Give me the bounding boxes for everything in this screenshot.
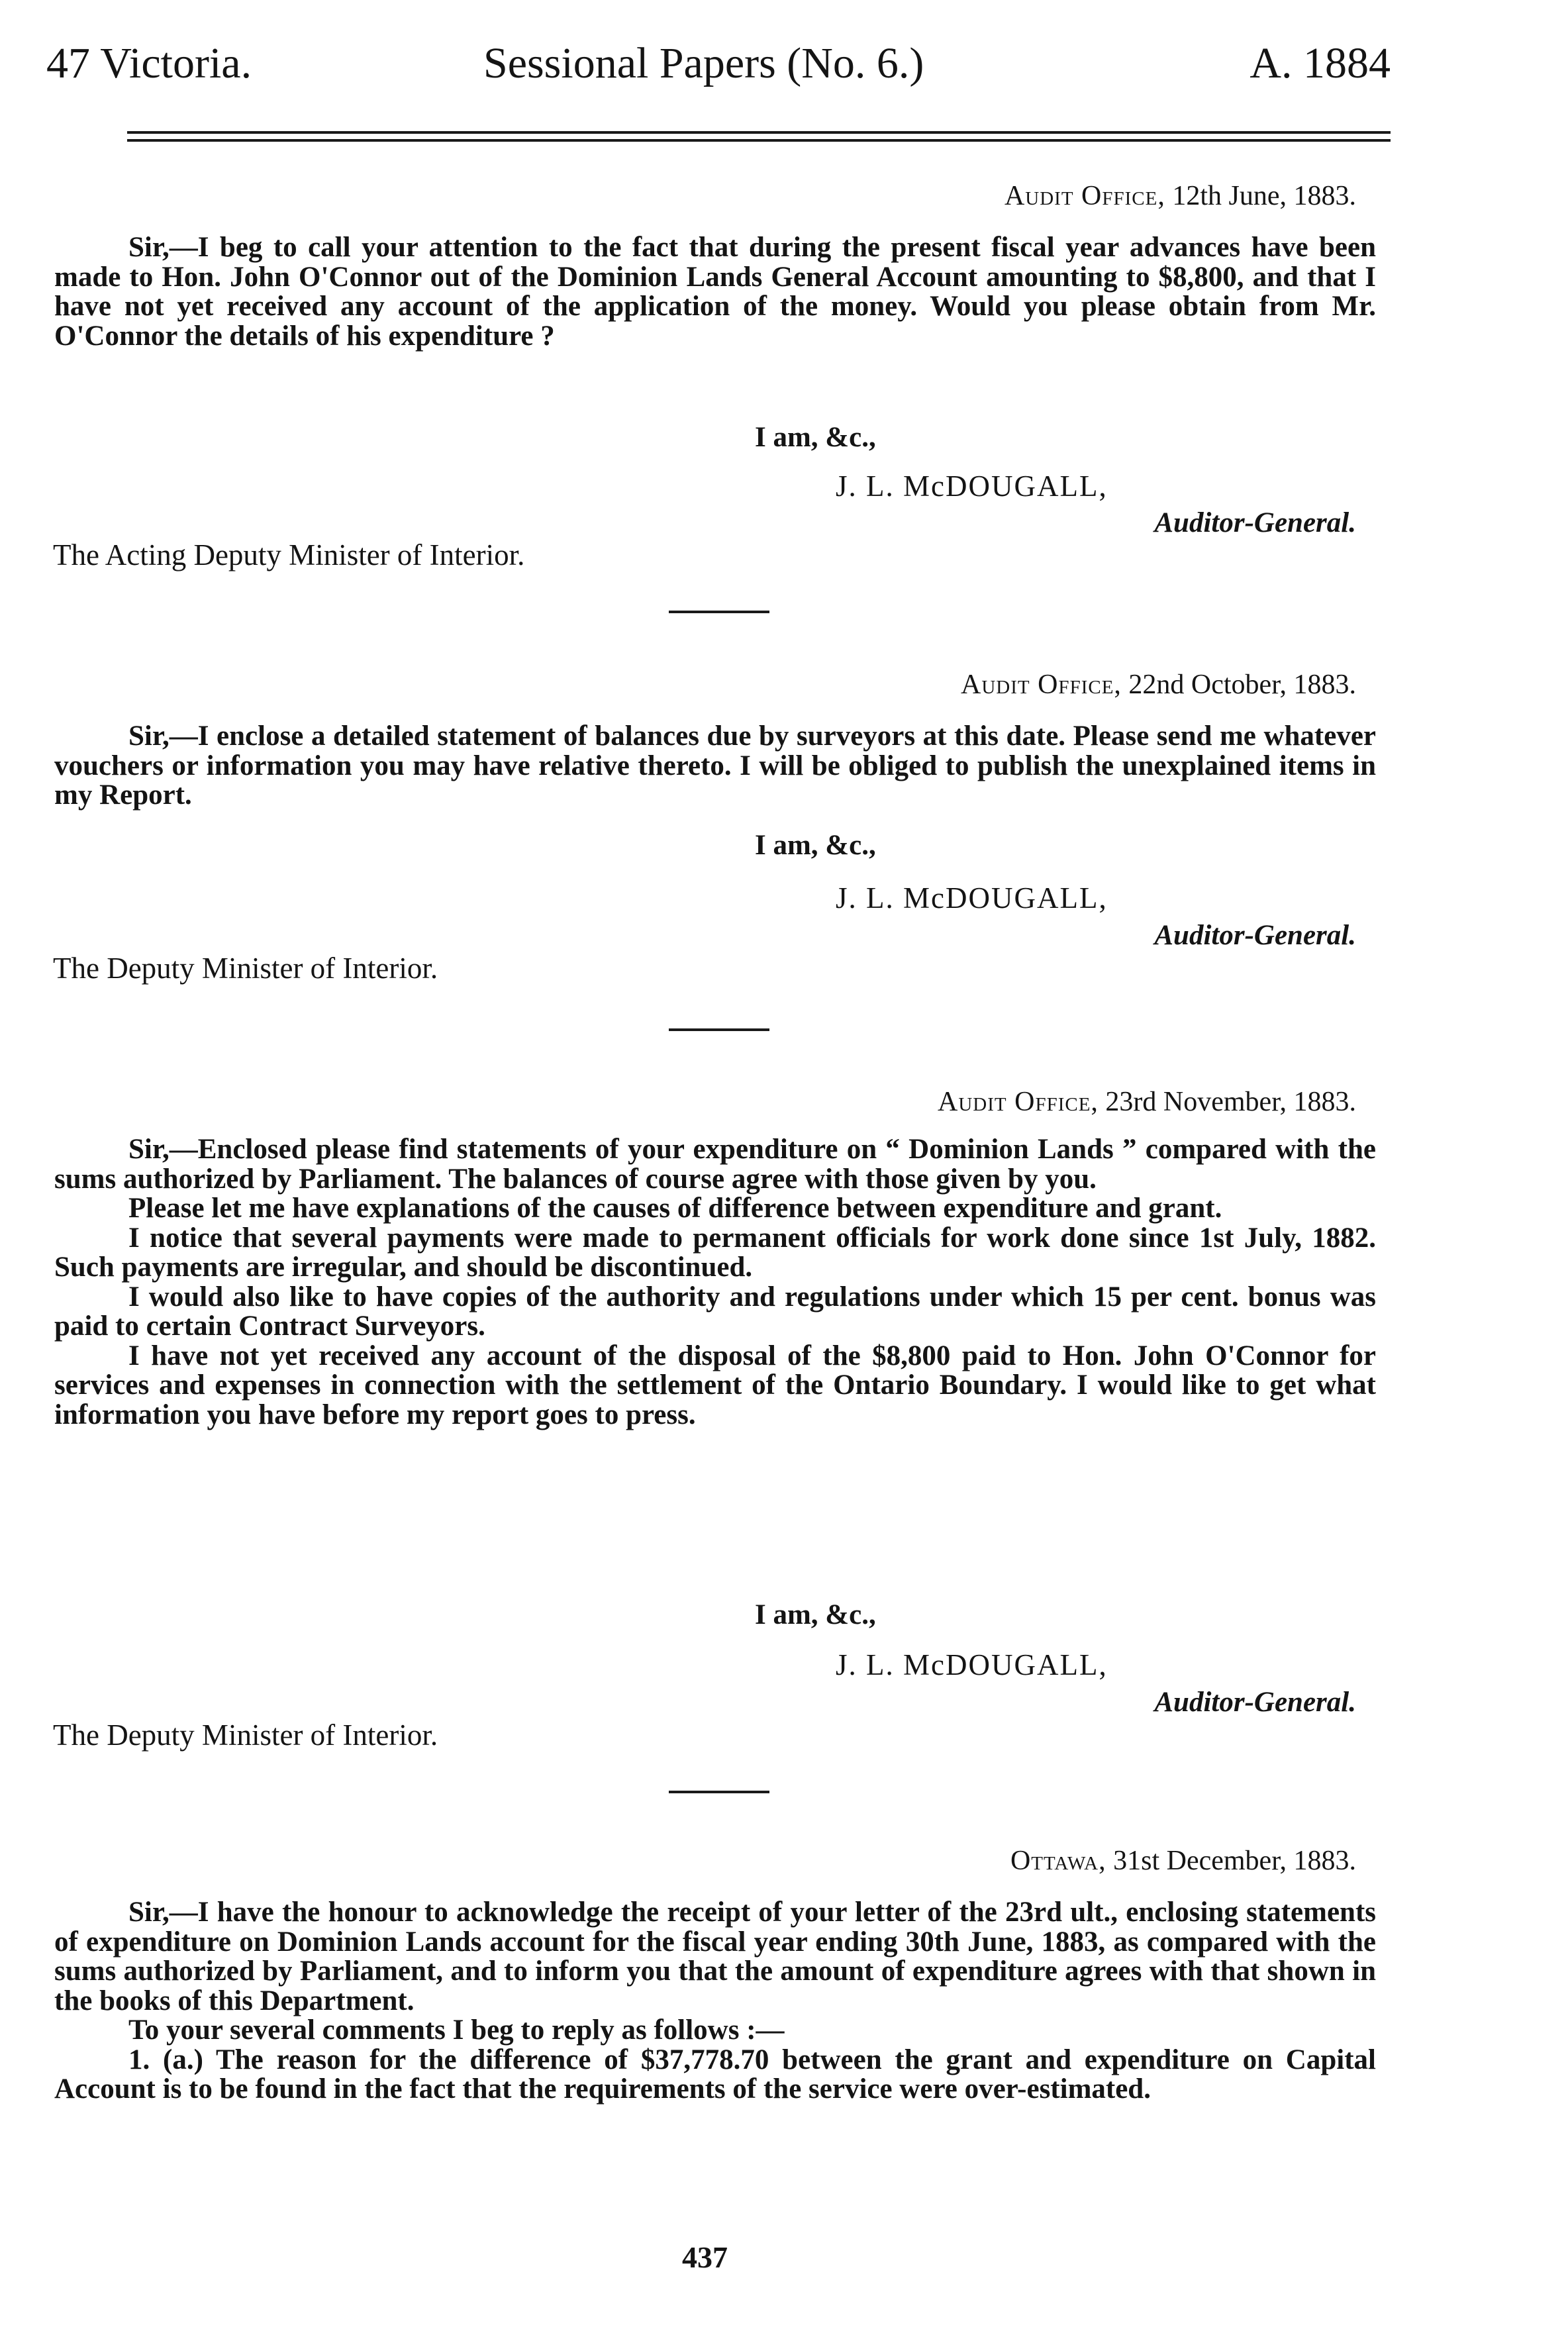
letter-1-body — [54, 233, 1376, 351]
letter-3-date: 23rd November, 1883. — [1098, 1087, 1356, 1117]
paragraph: To your several comments I beg to reply as follows :— — [128, 2014, 785, 2046]
paragraph: Please let me have explanations of the causes of difference between expenditure and grant. — [128, 1193, 1222, 1224]
header-rule-bottom — [127, 139, 1391, 142]
letter-2-office: Audit Office, — [961, 670, 1122, 700]
letter-4-place: Ottawa, — [1010, 1846, 1106, 1876]
letter-2-closing: I am, &c., — [755, 830, 876, 861]
letter-4-body — [54, 1898, 1376, 2105]
letter-2-date: 22nd October, 1883. — [1121, 670, 1356, 700]
section-divider — [669, 1791, 769, 1793]
page-number: 437 — [682, 2240, 728, 2274]
letter-2-title: Auditor-General. — [1154, 920, 1356, 951]
letter-1-dateline — [1004, 180, 1356, 212]
header-rule-top — [127, 131, 1391, 134]
letter-1-addressee: The Acting Deputy Minister of Interior. — [53, 538, 525, 571]
letter-3-closing: I am, &c., — [755, 1599, 876, 1630]
header-title: Sessional Papers (No. 6.) — [483, 39, 924, 87]
paragraph: 1. (a.) The reason for the difference of $37,778.70 between the grant and expenditure on Capital Account is to be found in the fact that the requirements of the service were over-estimated. — [54, 2044, 1376, 2105]
letter-3-body — [54, 1135, 1376, 1430]
letter-3-signer: J. L. McDOUGALL, — [836, 1648, 1108, 1681]
letter-2-signer: J. L. McDOUGALL, — [836, 881, 1108, 915]
header-session: 47 Victoria. — [46, 39, 252, 87]
paragraph: I have not yet received any account of the disposal of the $8,800 paid to Hon. John O'Connor for services and expenses in connection with the settlement of the Ontario Boundary. I would like to get what information you have before my report goes to press. — [54, 1340, 1376, 1430]
letter-1-title: Auditor-General. — [1154, 507, 1356, 538]
letter-3-office: Audit Office, — [938, 1087, 1099, 1117]
letter-4-dateline — [1010, 1845, 1356, 1877]
section-divider — [669, 611, 769, 613]
paragraph: I notice that several payments were made to permanent officials for work done since 1st July, 1882. Such payments are irregular, and should be discontinued. — [54, 1222, 1376, 1283]
paragraph: I would also like to have copies of the authority and regulations under which 15 per cent. bonus was paid to certain Contract Surveyors. — [54, 1281, 1376, 1342]
letter-2-body — [54, 722, 1376, 811]
letter-1-date: 12th June, 1883. — [1165, 181, 1356, 211]
letter-3-dateline — [938, 1086, 1356, 1118]
header-year: A. 1884 — [1250, 39, 1391, 87]
letter-2-dateline — [961, 669, 1356, 701]
paragraph: Sir,—I enclose a detailed statement of balances due by surveyors at this date. Please send me whatever vouchers or information you may have relative thereto. I will be obliged to publish the unexplained items in my Report. — [54, 720, 1376, 811]
section-divider — [669, 1028, 769, 1031]
letter-3-title: Auditor-General. — [1154, 1687, 1356, 1718]
letter-1-signer: J. L. McDOUGALL, — [836, 470, 1108, 503]
paragraph: Sir,—Enclosed please find statements of your expenditure on “ Dominion Lands ” compared with the sums authorized by Parliament. The balances of course agree with those given by you. — [54, 1134, 1376, 1195]
letter-2-addressee: The Deputy Minister of Interior. — [53, 952, 438, 985]
paragraph: Sir,—I have the honour to acknowledge the receipt of your letter of the 23rd ult., enclosing statements of expenditure on Dominion Lands account for the fiscal year ending 30th June, 1883, as compared with the sums authorized by Parliament, and to inform you that the amount of expenditure agrees with that shown in the books of this Department. — [54, 1897, 1376, 2016]
letter-3-addressee: The Deputy Minister of Interior. — [53, 1718, 438, 1752]
letter-1-office: Audit Office, — [1004, 181, 1165, 211]
letter-1-closing: I am, &c., — [755, 422, 876, 453]
paragraph: Sir,—I beg to call your attention to the fact that during the present fiscal year advances have been made to Hon. John O'Connor out of the Dominion Lands General Account amounting to $8,800, and that I have not yet received any account of the application of the money. Would you please obtain from Mr. O'Connor the details of his expenditure ? — [54, 232, 1376, 352]
running-head — [46, 38, 1391, 98]
letter-4-date: 31st December, 1883. — [1106, 1846, 1356, 1876]
